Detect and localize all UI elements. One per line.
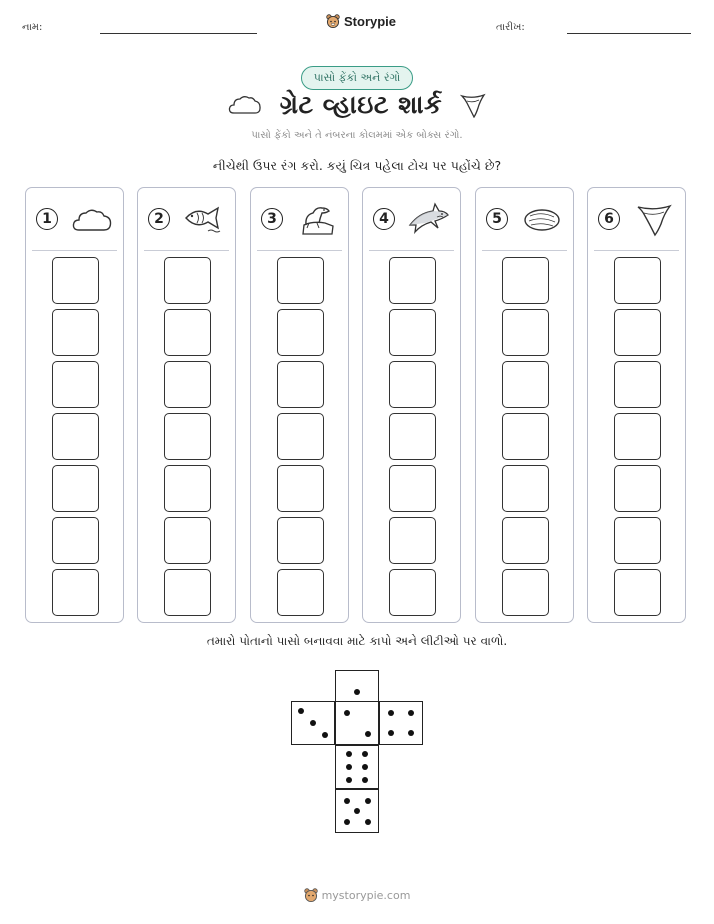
dice-pip <box>344 819 350 825</box>
color-box[interactable] <box>502 569 549 616</box>
dice-pip <box>346 777 352 783</box>
column-number: 5 <box>486 208 508 230</box>
brand-logo <box>326 14 396 29</box>
color-box[interactable] <box>52 309 99 356</box>
column-2 <box>137 187 236 623</box>
dice-pip <box>362 764 368 770</box>
color-box[interactable] <box>164 465 211 512</box>
color-box[interactable] <box>277 361 324 408</box>
cloud-icon <box>228 94 262 116</box>
column-divider <box>369 250 454 251</box>
dice-pip <box>362 751 368 757</box>
color-box[interactable] <box>614 413 661 460</box>
column-number: 4 <box>373 208 395 230</box>
color-box[interactable] <box>277 309 324 356</box>
column-number: 3 <box>261 208 283 230</box>
color-box[interactable] <box>52 257 99 304</box>
dice-face-6 <box>335 745 379 789</box>
color-box[interactable] <box>164 309 211 356</box>
dice-pip <box>408 730 414 736</box>
color-box[interactable] <box>277 413 324 460</box>
fish-icon <box>182 201 226 237</box>
shark-tooth-icon <box>632 201 676 237</box>
subtitle: પાસો ફેંકો અને તે નંબરના કોલમમાં એક બોક્સ રંગો. <box>251 130 463 141</box>
dice-pip <box>365 731 371 737</box>
color-box[interactable] <box>389 413 436 460</box>
storypie-bear-icon <box>326 14 340 29</box>
color-box[interactable] <box>614 257 661 304</box>
column-number: 6 <box>598 208 620 230</box>
column-6 <box>587 187 686 623</box>
color-box[interactable] <box>52 517 99 564</box>
sea-bean-icon <box>520 201 564 237</box>
color-box[interactable] <box>502 361 549 408</box>
column-divider <box>257 250 342 251</box>
color-box[interactable] <box>52 361 99 408</box>
dice-pip <box>388 710 394 716</box>
column-4 <box>362 187 461 623</box>
name-label: નામ: <box>22 22 43 33</box>
dice-pip <box>354 689 360 695</box>
color-box[interactable] <box>389 309 436 356</box>
footer <box>0 888 714 903</box>
seal-icon <box>295 201 339 237</box>
color-box[interactable] <box>614 465 661 512</box>
column-5 <box>475 187 574 623</box>
color-box[interactable] <box>389 257 436 304</box>
shark-icon <box>407 201 451 237</box>
page-title: ગ્રેટ વ્હાઇટ શાર્ક <box>279 90 443 119</box>
instruction: નીચેથી ઉપર રંગ કરો. કયું ચિત્ર પહેલા ટોચ પર પહોંચે છે? <box>212 158 502 173</box>
color-box[interactable] <box>164 257 211 304</box>
dice-pip <box>346 764 352 770</box>
dice-pip <box>322 732 328 738</box>
name-line[interactable] <box>100 33 257 34</box>
color-box[interactable] <box>502 257 549 304</box>
color-box[interactable] <box>277 569 324 616</box>
dice-pip <box>354 808 360 814</box>
color-box[interactable] <box>502 465 549 512</box>
storypie-bear-icon <box>304 888 318 903</box>
dice-pip <box>365 819 371 825</box>
dice-pip <box>388 730 394 736</box>
color-box[interactable] <box>502 517 549 564</box>
color-box[interactable] <box>164 413 211 460</box>
activity-pill: પાસો ફેંકો અને રંગો <box>301 66 414 90</box>
color-box[interactable] <box>52 569 99 616</box>
color-box[interactable] <box>277 517 324 564</box>
column-number: 2 <box>148 208 170 230</box>
dice-pip <box>344 798 350 804</box>
color-box[interactable] <box>389 465 436 512</box>
color-box[interactable] <box>52 465 99 512</box>
color-box[interactable] <box>389 517 436 564</box>
color-box[interactable] <box>164 361 211 408</box>
date-label: તારીખ: <box>496 22 525 33</box>
dice-pip <box>310 720 316 726</box>
color-box[interactable] <box>502 413 549 460</box>
color-box[interactable] <box>52 413 99 460</box>
column-divider <box>144 250 229 251</box>
column-3 <box>250 187 349 623</box>
color-box[interactable] <box>277 465 324 512</box>
shark-tooth-icon <box>460 92 486 118</box>
dice-pip <box>408 710 414 716</box>
color-box[interactable] <box>614 361 661 408</box>
dice-face-3 <box>291 701 335 745</box>
column-number: 1 <box>36 208 58 230</box>
cloud-icon <box>70 201 114 237</box>
color-box[interactable] <box>614 309 661 356</box>
date-line[interactable] <box>567 33 691 34</box>
dice-face-2 <box>335 701 379 745</box>
color-box[interactable] <box>614 569 661 616</box>
dice-pip <box>344 710 350 716</box>
dice-face-5 <box>335 789 379 833</box>
title-row <box>0 90 714 120</box>
color-box[interactable] <box>502 309 549 356</box>
color-box[interactable] <box>164 569 211 616</box>
column-divider <box>482 250 567 251</box>
column-divider <box>594 250 679 251</box>
dice-pip <box>365 798 371 804</box>
color-box[interactable] <box>614 517 661 564</box>
color-box[interactable] <box>389 361 436 408</box>
color-box[interactable] <box>164 517 211 564</box>
color-box[interactable] <box>277 257 324 304</box>
brand-name: Storypie <box>344 14 397 29</box>
dice-pip <box>362 777 368 783</box>
dice-instruction: તમારો પોતાનો પાસો બનાવવા માટે કાપો અને લીટીઓ પર વાળો. <box>206 634 508 648</box>
column-divider <box>32 250 117 251</box>
dice-pip <box>346 751 352 757</box>
color-box[interactable] <box>389 569 436 616</box>
footer-site: mystorypie.com <box>321 889 411 902</box>
column-1 <box>25 187 124 623</box>
dice-face-4 <box>379 701 423 745</box>
dice-pip <box>298 708 304 714</box>
